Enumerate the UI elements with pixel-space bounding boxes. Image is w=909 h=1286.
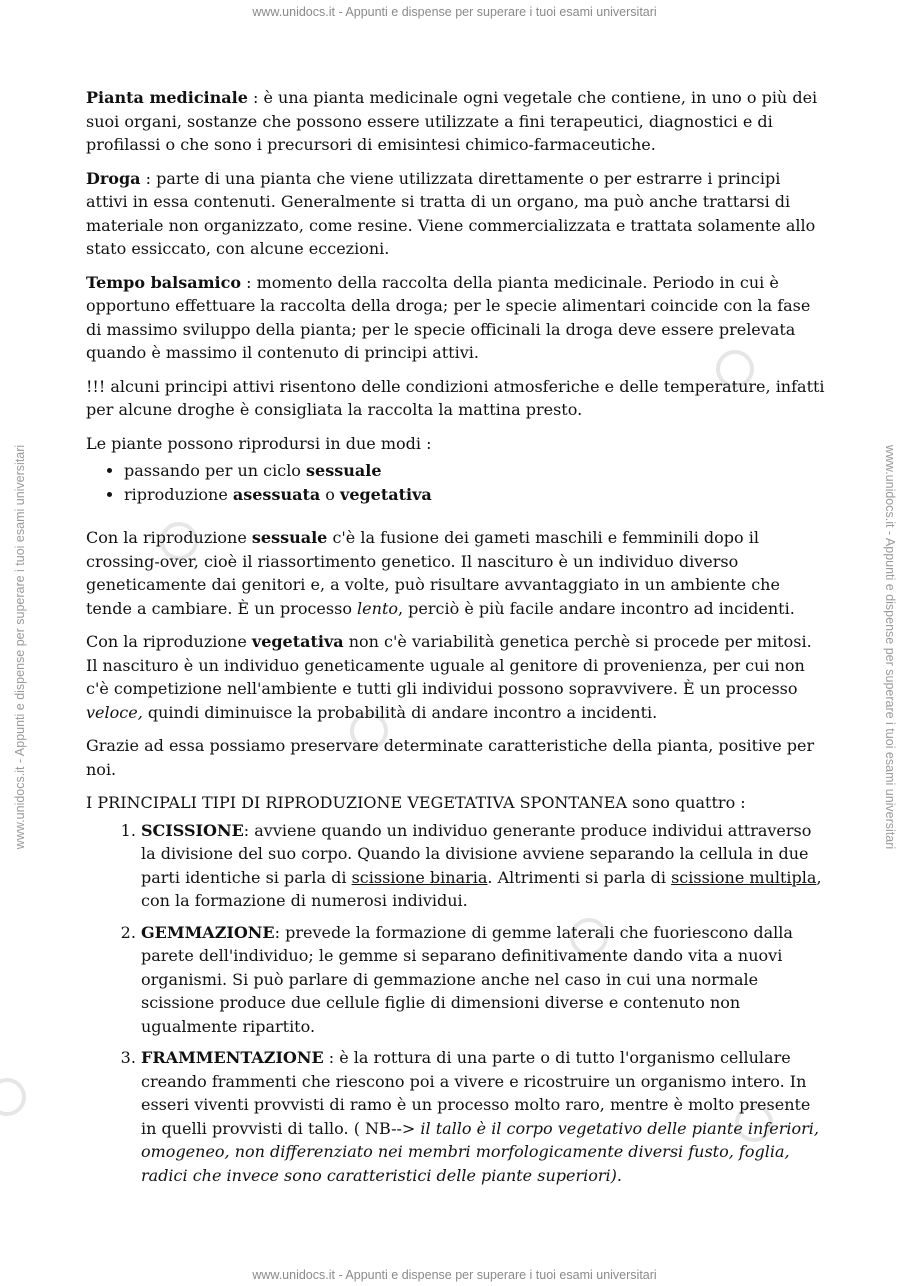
text: Con la riproduzione <box>86 528 252 547</box>
list-item-bold: asessuata <box>232 484 321 504</box>
definition-text: : è una pianta medicinale ogni vegetale che contiene, in uno o più dei suoi organi, sostanze che possono essere utilizzate a fini terapeutici, diagnostici e di profilassi o che sono i precursori di emisintesi chimico-farmaceutiche. <box>86 88 818 154</box>
underlined-term: scissione binaria <box>351 867 488 887</box>
list-item-text: o <box>320 484 341 504</box>
list-item-term: SCISSIONE <box>141 820 244 840</box>
list-item-term: FRAMMENTAZIONE <box>141 1048 324 1067</box>
term-droga: Droga <box>86 168 141 188</box>
text: , perciò è più facile andare incontro ad incidenti. <box>398 598 795 618</box>
paragraph-tempo-balsamico <box>86 271 826 365</box>
paragraph-vegetativa <box>86 630 826 724</box>
paragraph-intro-riproduzione: Le piante possono riprodursi in due modi : <box>86 433 432 453</box>
definition-text: : momento della raccolta della pianta medicinale. Periodo in cui è opportuno effettuare la raccolta della droga; per le specie alimentari coincide con la fase di massimo sviluppo della pianta; per le specie officinali la droga deve essere prelevata quando è massimo il contenuto di principi attivi. <box>86 272 811 362</box>
text: non c'è variabilità genetica perchè si procede per mitosi. Il nascituro è un individuo geneticamente uguale al genitore di provenienza, per cui non c'è competizione nell'ambiente e tutti gli individui possono sopravvivere. È un processo <box>86 632 812 698</box>
vegetative-types-list <box>86 819 826 1188</box>
list-item-scissione <box>141 819 826 913</box>
list-item-frammentazione <box>141 1046 826 1187</box>
list-item-text: passando per un ciclo <box>124 461 307 480</box>
list-item-term: GEMMAZIONE <box>141 922 275 942</box>
text: Con la riproduzione <box>86 632 252 651</box>
text: quindi diminuisce la probabilità di andare incontro a incidenti. <box>142 702 658 722</box>
list-item-text: , con la formazione di numerosi individui. <box>141 867 822 910</box>
paragraph-pianta-medicinale <box>86 86 826 157</box>
list-item-text: . Altrimenti si parla di <box>487 867 672 887</box>
list-item-text: : prevede la formazione di gemme laterali che fuoriescono dalla parete dell'individuo; le gemme si separano definitivamente dando vita a nuovi organismi. Si può parlare di gemmazione anche nel caso in cui una normale scissione produce due cellule figlie di dimensioni diverse e contenuto non ugualmente ripartito. <box>141 922 793 1036</box>
paragraph-tipi-heading: I PRINCIPALI TIPI DI RIPRODUZIONE VEGETATIVA SPONTANEA sono quattro : <box>86 793 746 812</box>
italic-text: il tallo è il corpo vegetativo delle piante inferiori, omogeneo, non differenziato nei membri morfologicamente diversi fusto, foglia, radici che invece sono caratteristici delle piante superiori). <box>141 1118 819 1185</box>
paragraph-droga <box>86 167 826 261</box>
text: c'è la fusione dei gameti maschili e femminili dopo il crossing-over, cioè il riassortimento genetico. Il nascituro è un individuo diverso geneticamente dai genitori e, a volte, può risultare avvantaggiato in un ambiente che tende a cambiare. È un processo <box>86 528 780 618</box>
list-item-bold: vegetativa <box>340 484 432 504</box>
bold-text: sessuale <box>251 528 328 547</box>
list-item <box>124 483 826 507</box>
list-item-text: : avviene quando un individuo generante produce individui attraverso la divisione del suo corpo. Quando la divisione avviene separando la cellula in due parti identiche si parla di <box>141 820 812 887</box>
footer-watermark: www.unidocs.it - Appunti e dispense per superare i tuoi esami universitari <box>252 1268 657 1282</box>
italic-text: veloce, <box>86 702 143 722</box>
paragraph-sessuale <box>86 526 826 620</box>
document-body <box>86 86 826 1195</box>
paragraph-preservare: Grazie ad essa possiamo preservare determinate caratteristiche della pianta, positive per noi. <box>86 736 815 779</box>
left-side-watermark: www.unidocs.it - Appunti e dispense per superare i tuoi esami universitari <box>13 444 27 850</box>
unidocs-logo-icon <box>0 1078 26 1116</box>
list-item-gemmazione <box>141 921 826 1039</box>
reproduction-modes-list <box>86 459 826 506</box>
bold-text: vegetativa <box>251 632 344 651</box>
list-item-bold: sessuale <box>306 461 382 480</box>
list-item <box>124 459 826 483</box>
paragraph-note: !!! alcuni principi attivi risentono delle condizioni atmosferiche e delle temperature, infatti per alcune droghe è consigliata la raccolta la mattina presto. <box>86 376 825 419</box>
list-item-text: riproduzione <box>124 484 233 504</box>
right-side-watermark: www.unidocs.it - Appunti e dispense per superare i tuoi esami universitari <box>883 444 897 850</box>
list-item-text: : è la rottura di una parte o di tutto l'organismo cellulare creando frammenti che riescono poi a vivere e ricostruire un organismo intero. In esseri viventi provvisti di ramo è un processo molto raro, mentre è molto presente in quelli provvisti di tallo. ( NB--> <box>141 1048 811 1138</box>
italic-text: lento <box>357 598 398 618</box>
term-pianta-medicinale: Pianta medicinale <box>86 88 248 107</box>
definition-text: : parte di una pianta che viene utilizzata direttamente o per estrarre i principi attivi in essa contenuti. Generalmente si tratta di un organo, ma può anche trattarsi di materiale non organizzato, come resine. Viene commercializzata e trattata solamente allo stato essiccato, con alcune eccezioni. <box>86 168 816 258</box>
header-watermark: www.unidocs.it - Appunti e dispense per superare i tuoi esami universitari <box>252 5 657 19</box>
term-tempo-balsamico: Tempo balsamico <box>86 272 242 292</box>
underlined-term: scissione multipla <box>671 867 817 887</box>
